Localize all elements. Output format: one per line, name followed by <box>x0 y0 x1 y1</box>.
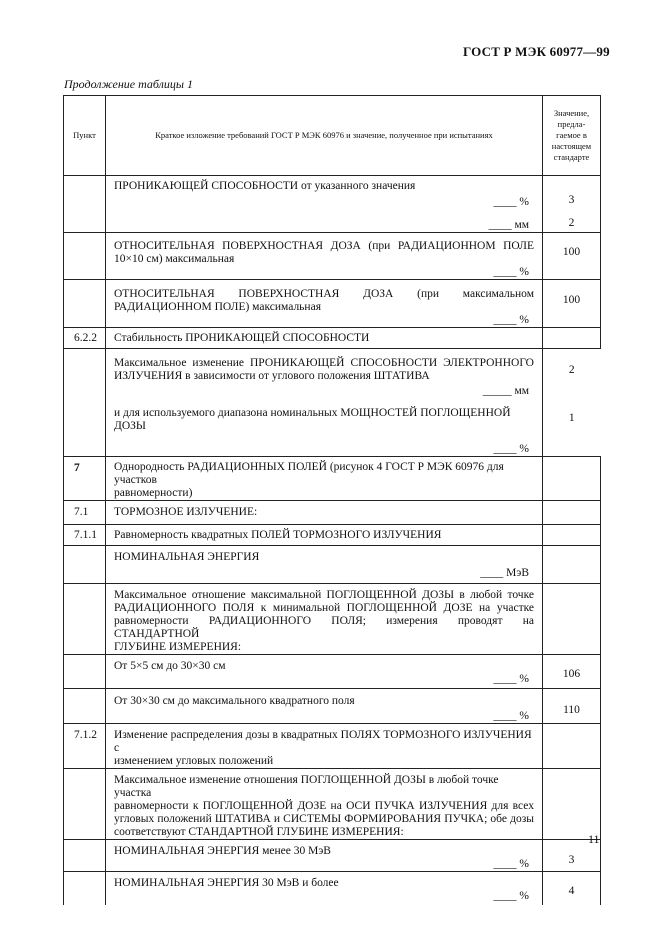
table-row: ОТНОСИТЕЛЬНАЯ ПОВЕРХНОСТНАЯ ДОЗА (при максимальном РАДИАЦИОННОМ ПОЛЕ) максимальная ____ % 100 <box>64 280 601 328</box>
table-row: Максимальное изменение ПРОНИКАЮЩЕЙ СПОСОБНОСТИ ЭЛЕКТРОННОГО ИЗЛУЧЕНИЯ в зависимости от углового положения ШТАТИВА _____ мм и для используемого диапазона номинальных МОЩНОСТЕЙ ПОГЛОЩЕННОЙ ДОЗЫ ____ % 2 1 <box>64 349 601 457</box>
table-row: 7 Однородность РАДИАЦИОННЫХ ПОЛЕЙ (рисунок 4 ГОСТ Р МЭК 60976 для участков равномерности) <box>64 457 601 501</box>
document-header: ГОСТ Р МЭК 60977—99 <box>463 44 610 59</box>
requirements-table <box>63 95 601 905</box>
table-caption: Продолжение таблицы 1 <box>64 77 194 91</box>
table-row: ПРОНИКАЮЩЕЙ СПОСОБНОСТИ от указанного значения ____ % ____ мм 3 2 <box>64 176 601 233</box>
header-value: Значение, предла- гаемое в настоящем стандарте <box>543 96 601 176</box>
table-row: НОМИНАЛЬНАЯ ЭНЕРГИЯ 30 МэВ и более ____ % 4 <box>64 872 601 905</box>
table-row: 7.1.2 Изменение распределения дозы в квадратных ПОЛЯХ ТОРМОЗНОГО ИЗЛУЧЕНИЯ с изменением угловых положений <box>64 724 601 769</box>
table-header-row <box>64 96 601 176</box>
table-row: ОТНОСИТЕЛЬНАЯ ПОВЕРХНОСТНАЯ ДОЗА (при РАДИАЦИОННОМ ПОЛЕ 10×10 см) максимальная ____ % 100 <box>64 233 601 280</box>
table-row: От 5×5 см до 30×30 см ____ % 106 <box>64 655 601 689</box>
table-row: Максимальное отношение максимальной ПОГЛОЩЕННОЙ ДОЗЫ в любой точке РАДИАЦИОННОГО ПОЛЯ к минимальной ПОГЛОЩЕННОЙ ДОЗЕ на участке равномерности РАДИАЦИОННОГО ПОЛЯ; измерения проводят на СТАНДАРТНОЙ ГЛУБИНЕ ИЗМЕРЕНИЯ: <box>64 584 601 655</box>
table-row: НОМИНАЛЬНАЯ ЭНЕРГИЯ менее 30 МэВ ____ % 3 <box>64 840 601 872</box>
header-description: Краткое изложение требований ГОСТ Р МЭК 60976 и значение, полученное при испытаниях <box>106 96 543 176</box>
page-number: 11 <box>588 832 600 846</box>
header-item: Пункт <box>64 96 106 176</box>
table-row: От 30×30 см до максимального квадратного поля ____ % 110 <box>64 689 601 724</box>
table-row: 7.1.1 Равномерность квадратных ПОЛЕЙ ТОРМОЗНОГО ИЗЛУЧЕНИЯ <box>64 525 601 546</box>
table-row: 7.1 ТОРМОЗНОЕ ИЗЛУЧЕНИЕ: <box>64 501 601 525</box>
table-row: 6.2.2 Стабильность ПРОНИКАЮЩЕЙ СПОСОБНОСТИ <box>64 328 601 349</box>
table-row: НОМИНАЛЬНАЯ ЭНЕРГИЯ ____ МэВ <box>64 546 601 584</box>
table-row: Максимальное изменение отношения ПОГЛОЩЕННОЙ ДОЗЫ в любой точке участка равномерности к ПОГЛОЩЕННОЙ ДОЗЕ на ОСИ ПУЧКА ИЗЛУЧЕНИЯ для всех угловых положений ШТАТИВА и СИСТЕМЫ ФОРМИРОВАНИЯ ПУЧКА; обе дозы соответствуют СТАНДАРТНОЙ ГЛУБИНЕ ИЗМЕРЕНИЯ: <box>64 769 601 840</box>
